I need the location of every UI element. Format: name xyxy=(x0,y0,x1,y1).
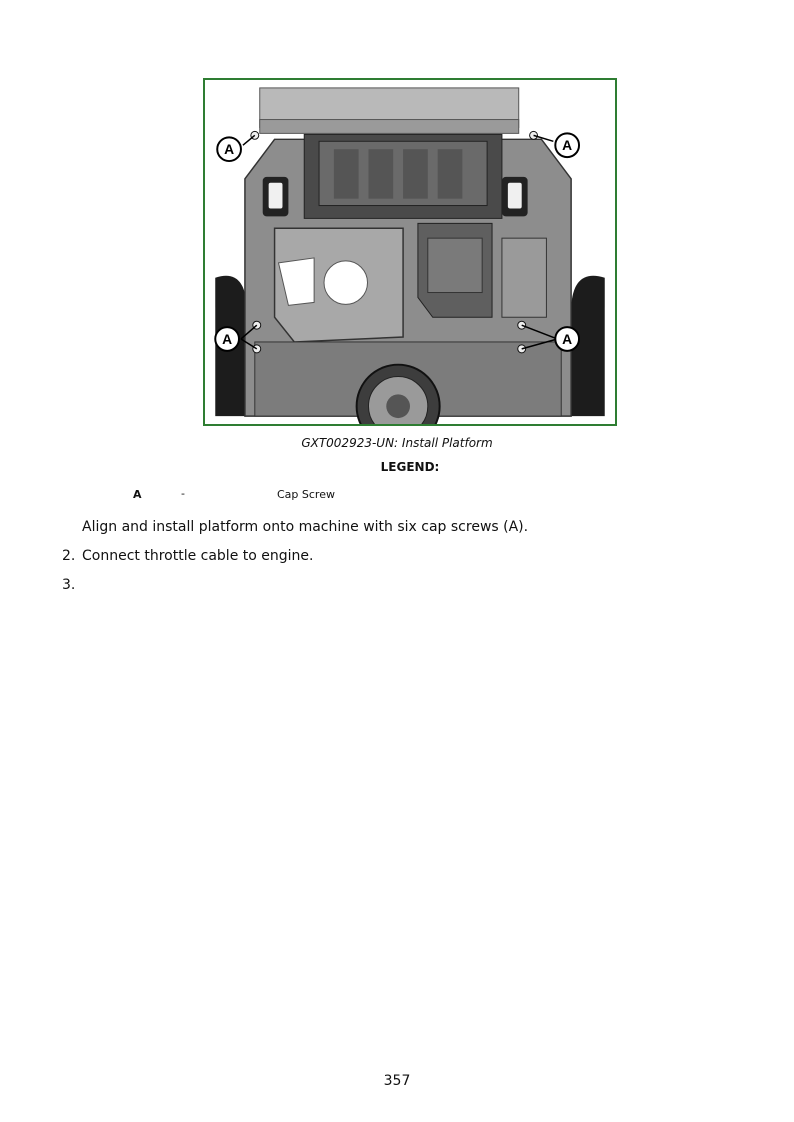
step-text: Align and install platform onto machine with six cap screws (A). xyxy=(82,519,529,535)
legend-item-letter: A xyxy=(133,488,142,501)
platform-illustration xyxy=(205,80,615,424)
step-item xyxy=(62,548,313,564)
svg-text:A: A xyxy=(562,137,573,154)
step-text: Connect throttle cable to engine. xyxy=(82,548,314,564)
callout-a-bottom-left xyxy=(215,327,239,351)
legend-title: LEGEND: xyxy=(380,460,440,474)
svg-text:A: A xyxy=(222,330,233,347)
step-item xyxy=(62,577,82,593)
step-number: 3. xyxy=(62,577,76,593)
svg-text:A: A xyxy=(562,330,573,347)
step-item xyxy=(62,519,528,535)
page-number: 357 xyxy=(383,1073,411,1089)
step-number: 2. xyxy=(62,548,76,564)
callout-a-top-right xyxy=(555,133,579,157)
callout-a-bottom-right xyxy=(555,327,579,351)
figure-caption: GXT002923-UN: Install Platform xyxy=(301,436,493,450)
svg-text:A: A xyxy=(224,141,235,158)
legend-item-separator: - xyxy=(181,487,185,500)
install-platform-figure xyxy=(203,78,617,426)
callout-a-top-left xyxy=(217,137,241,161)
legend-item-description: Cap Screw xyxy=(277,488,335,501)
